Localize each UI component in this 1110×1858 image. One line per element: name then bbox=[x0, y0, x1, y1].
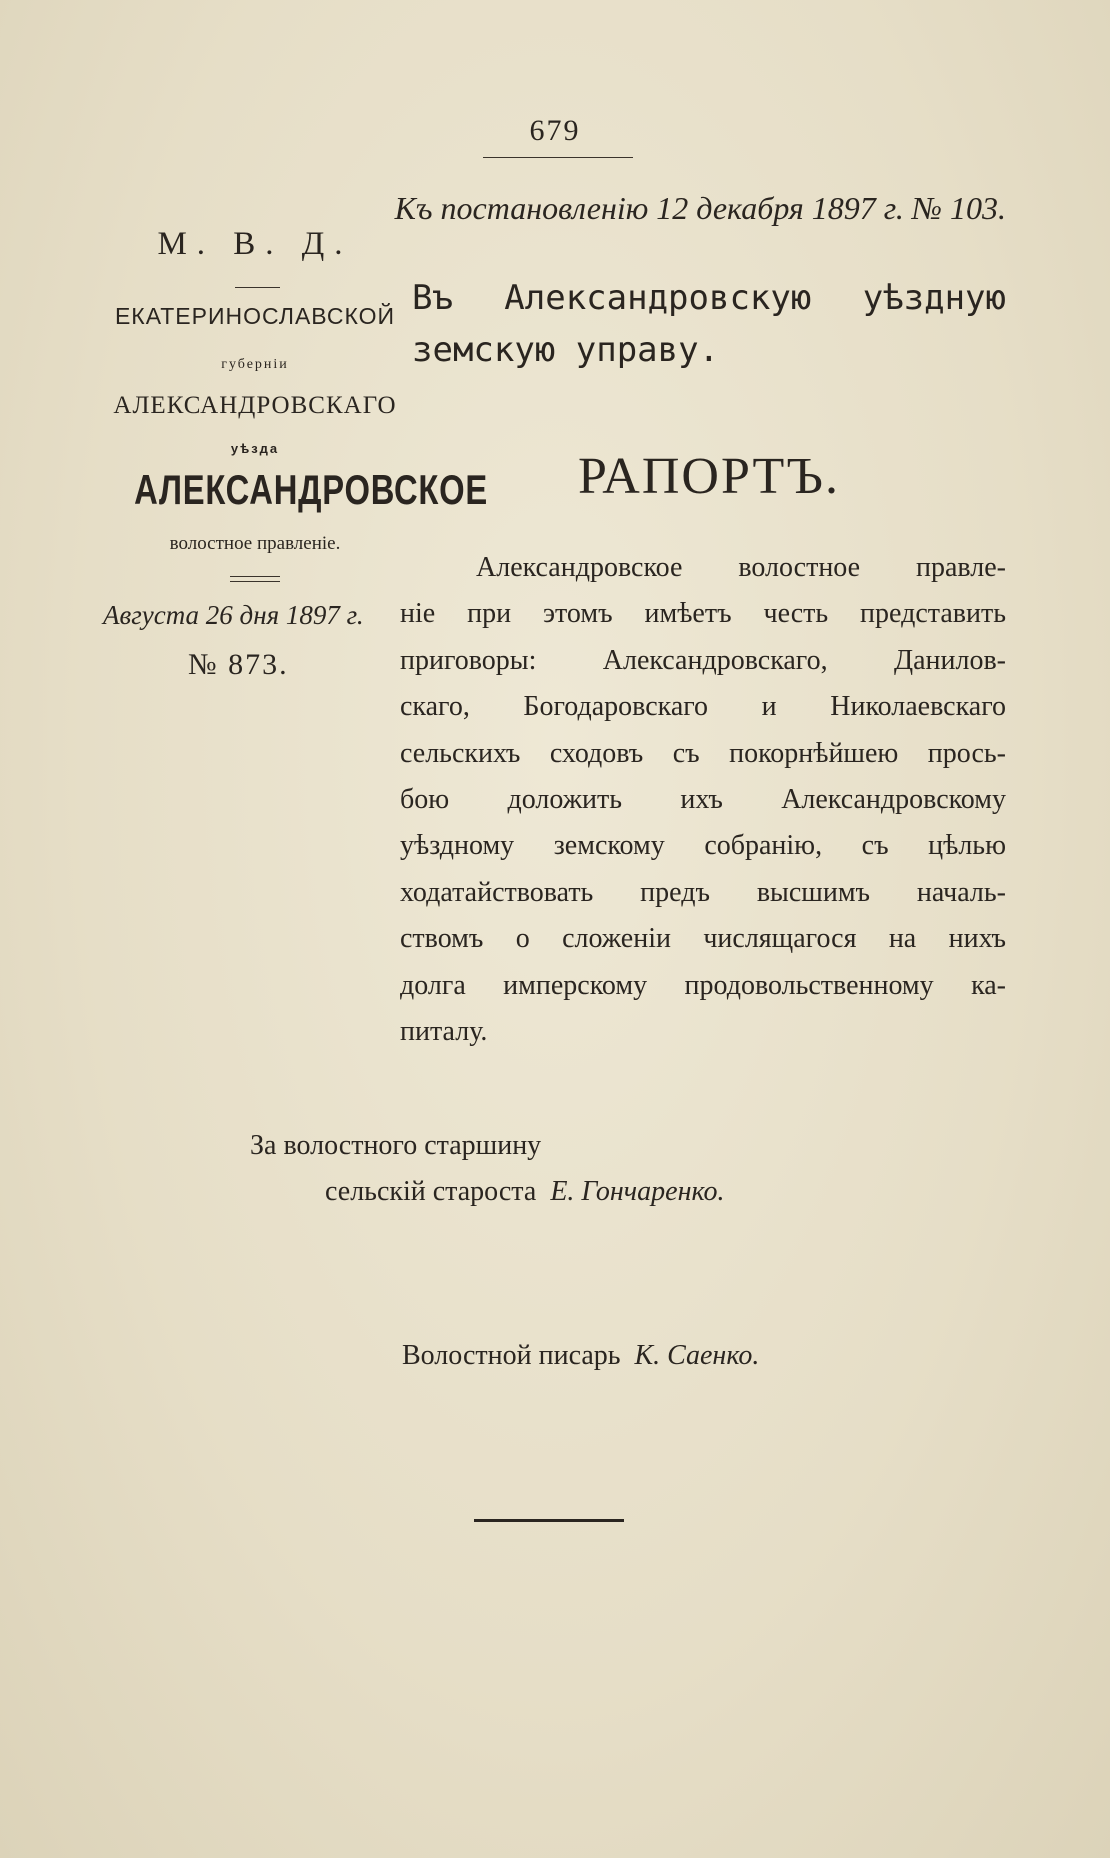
addressee-line: Въ Александровскую уѣздную bbox=[412, 278, 1006, 318]
end-rule bbox=[474, 1519, 624, 1522]
page-number: 679 bbox=[529, 114, 581, 147]
body-line: уѣздному земскому собранію, съ цѣлью bbox=[400, 830, 1006, 862]
ministry-abbreviation: М. В. Д. bbox=[157, 226, 353, 262]
body-line: ствомъ о сложеніи числящагося на нихъ bbox=[400, 923, 1006, 955]
uezd-word: уѣзда bbox=[230, 441, 280, 456]
page-number-rule bbox=[483, 157, 633, 158]
body-line: бою доложить ихъ Александровскому bbox=[400, 783, 1006, 815]
body-line: долга имперскому продовольственному ка- bbox=[400, 969, 1006, 1001]
guberniya-word: губерніи bbox=[221, 357, 289, 372]
signature-name: Е. Гончаренко. bbox=[550, 1176, 725, 1207]
report-number: № 873. bbox=[188, 648, 289, 681]
signature-role: сельскій староста bbox=[325, 1176, 537, 1207]
uezd-name: АЛЕКСАНДРОВСКАГО bbox=[113, 392, 397, 419]
report-date: Августа 26 дня 1897 г. bbox=[103, 600, 364, 630]
signature-role: Волостной писарь bbox=[402, 1340, 621, 1371]
ministry-rule bbox=[235, 287, 280, 288]
decree-reference: Къ постановленію 12 декабря 1897 г. № 103. bbox=[394, 190, 1006, 226]
body-line: скаго, Богодаровскаго и Николаевскаго bbox=[400, 691, 1006, 723]
body-line: ходатайствовать предъ высшимъ началь- bbox=[400, 876, 1006, 908]
body-line: сельскихъ сходовъ съ покорнѣйшею прось- bbox=[400, 737, 1006, 769]
addressee-line: земскую управу. bbox=[412, 330, 720, 370]
document-title: РАПОРТЪ. bbox=[578, 448, 840, 505]
body-line: Александровское волостное правле- bbox=[476, 552, 1006, 583]
signature-line-elder-for: За волостного старшину bbox=[250, 1130, 542, 1161]
board-name: АЛЕКСАНДРОВСКОЕ bbox=[134, 466, 489, 513]
signature-line-clerk bbox=[402, 1340, 759, 1372]
body-line: приговоры: Александровскаго, Данилов- bbox=[400, 644, 1006, 676]
body-line: ніе при этомъ имѣетъ честь представить bbox=[400, 598, 1006, 630]
guberniya-name: ЕКАТЕРИНОСЛАВСКОЙ bbox=[114, 303, 396, 329]
body-line: питалу. bbox=[400, 1015, 488, 1047]
signature-name: К. Саенко. bbox=[634, 1340, 760, 1371]
report-body bbox=[400, 545, 1006, 1055]
board-rule-bottom bbox=[230, 581, 280, 582]
signature-line-elder bbox=[325, 1176, 725, 1208]
addressee bbox=[412, 272, 1006, 376]
board-word: волостное правленіе. bbox=[169, 533, 341, 554]
board-rule-top bbox=[230, 576, 280, 577]
